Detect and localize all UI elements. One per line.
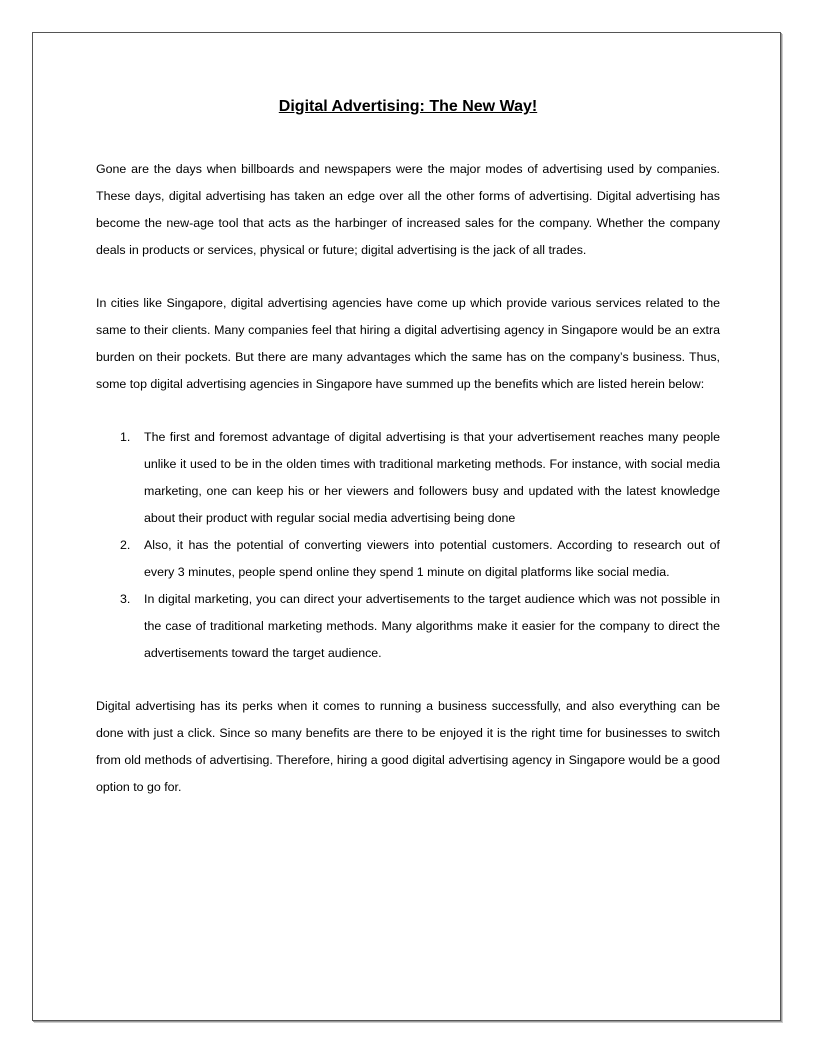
singapore-paragraph: In cities like Singapore, digital advertising agencies have come up which provide various services related to the same to their clients. Many companies feel that hiring a digital advertising agency in Singapore would be an extra burden on their pockets. But there are many advantages which the same has on the company’s business. Thus, some top digital advertising agencies in Singapore have summed up the benefits which are listed herein below:	[96, 296, 720, 391]
benefits-list	[96, 424, 720, 667]
list-item-number: 1.	[120, 430, 131, 444]
list-item	[96, 424, 720, 532]
document-title: Digital Advertising: The New Way!	[278, 98, 538, 115]
list-item-text: The first and foremost advantage of digital advertising is that your advertisement reaches many people unlike it used to be in the olden times with traditional marketing methods. For instance, with social media marketing, one can keep his or her viewers and followers busy and updated with the latest knowledge about their product with regular social media advertising being done	[144, 430, 720, 525]
document-body	[96, 96, 720, 827]
list-item	[96, 532, 720, 586]
intro-paragraph: Gone are the days when billboards and newspapers were the major modes of advertising used by companies. These days, digital advertising has taken an edge over all the other forms of advertising. Digital advertising has become the new-age tool that acts as the harbinger of increased sales for the company. Whether the company deals in products or services, physical or future; digital advertising is the jack of all trades.	[96, 162, 720, 257]
list-item-number: 2.	[120, 538, 131, 552]
list-item-text: Also, it has the potential of converting viewers into potential customers. According to research out of every 3 minutes, people spend online they spend 1 minute on digital platforms like social media.	[144, 538, 720, 579]
conclusion-paragraph: Digital advertising has its perks when it comes to running a business successfully, and also everything can be done with just a click. Since so many benefits are there to be enjoyed it is the right time for businesses to switch from old methods of advertising. Therefore, hiring a good digital advertising agency in Singapore would be a good option to go for.	[96, 699, 720, 794]
list-item-text: In digital marketing, you can direct your advertisements to the target audience which was not possible in the case of traditional marketing methods. Many algorithms make it easier for the company to direct the advertisements toward the target audience.	[144, 592, 720, 660]
list-item	[96, 586, 720, 667]
list-item-number: 3.	[120, 592, 131, 606]
